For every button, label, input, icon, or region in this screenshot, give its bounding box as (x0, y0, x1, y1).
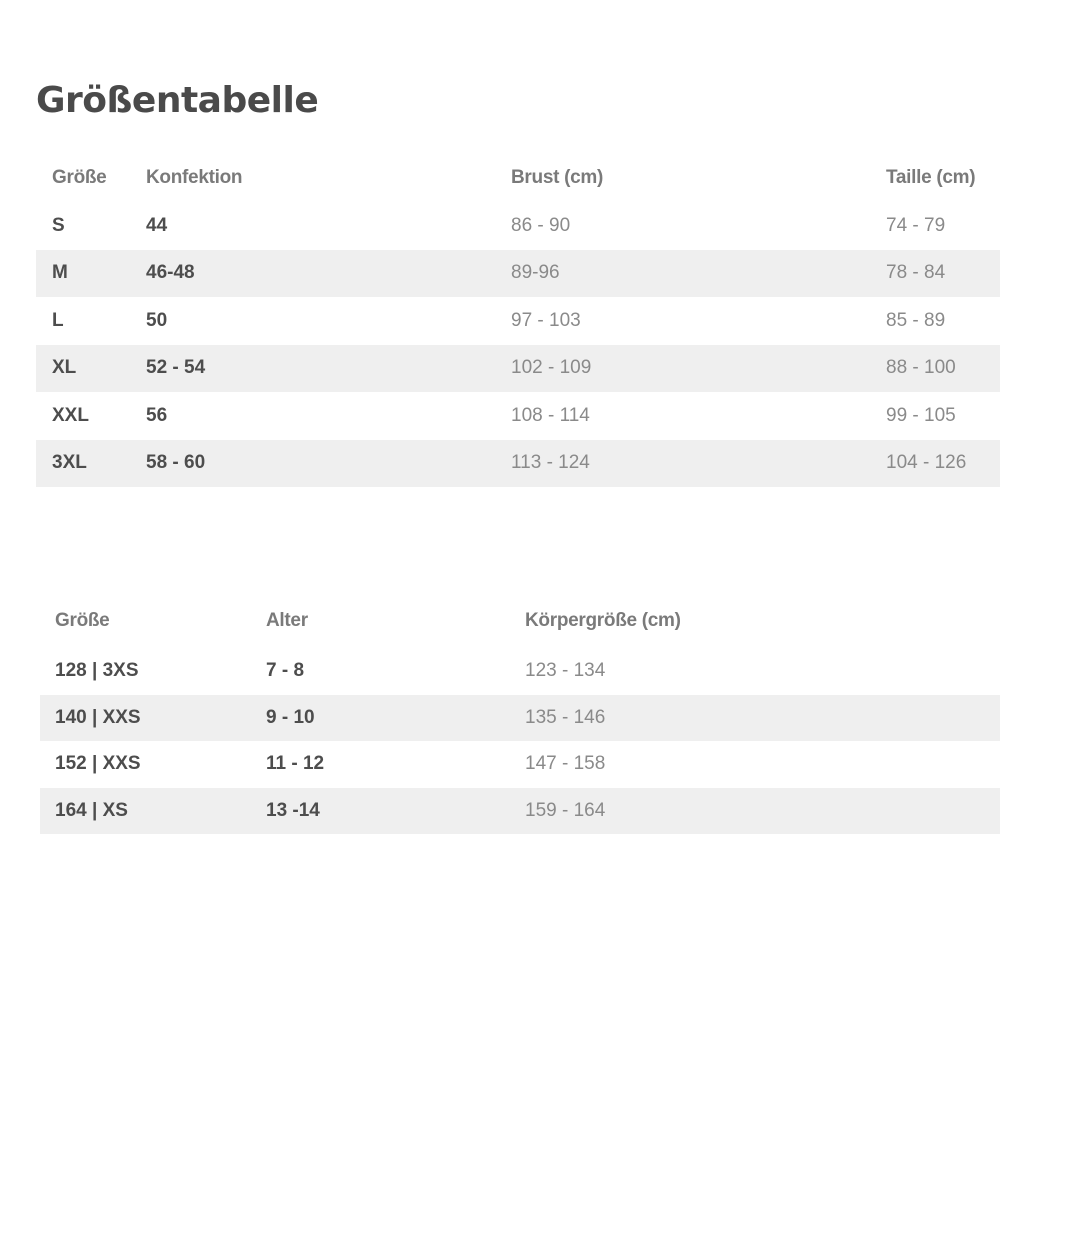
alter-cell: 7 - 8 (266, 660, 305, 682)
header-groesse: Größe (52, 167, 107, 188)
size-cell: M (36, 250, 130, 298)
table-row (40, 695, 1000, 742)
size-cell: XXL (52, 404, 89, 426)
alter-cell: 13 -14 (266, 788, 525, 835)
alter-cell: 9 - 10 (266, 695, 525, 742)
table-row (36, 440, 1000, 488)
header-konfektion: Konfektion (146, 167, 243, 188)
size-cell: 164 | XS (40, 788, 266, 835)
alter-cell: 11 - 12 (266, 753, 325, 775)
size-cell: 128 | 3XS (55, 660, 139, 682)
table-header-row (40, 594, 1000, 648)
size-cell: 3XL (36, 440, 130, 488)
taille-cell: 78 - 84 (886, 250, 1000, 298)
taille-cell: 99 - 105 (886, 404, 956, 426)
table-row (36, 345, 1000, 393)
konfektion-cell: 46-48 (130, 250, 511, 298)
table-header-row (36, 154, 1000, 202)
koerpergroesse-cell: 123 - 134 (525, 660, 606, 682)
header-taille: Taille (cm) (886, 167, 976, 188)
header-brust: Brust (cm) (511, 167, 604, 188)
konfektion-cell: 58 - 60 (130, 440, 511, 488)
size-cell: S (52, 214, 65, 236)
brust-cell: 89-96 (511, 250, 886, 298)
page-title: Größentabelle (36, 80, 319, 121)
size-cell: L (52, 309, 64, 331)
konfektion-cell: 50 (146, 309, 168, 331)
brust-cell: 113 - 124 (511, 440, 886, 488)
taille-cell: 88 - 100 (886, 345, 1000, 393)
brust-cell: 97 - 103 (511, 309, 581, 331)
taille-cell: 74 - 79 (886, 214, 946, 236)
header-groesse: Größe (55, 610, 110, 631)
brust-cell: 102 - 109 (511, 345, 886, 393)
kids-size-table (40, 594, 1000, 834)
koerpergroesse-cell: 147 - 158 (525, 753, 606, 775)
table-row (36, 297, 1000, 345)
size-cell: 152 | XXS (55, 753, 141, 775)
koerpergroesse-cell: 135 - 146 (525, 695, 1000, 742)
table-row (36, 392, 1000, 440)
header-alter: Alter (266, 610, 308, 631)
table-row (40, 648, 1000, 695)
taille-cell: 85 - 89 (886, 309, 946, 331)
konfektion-cell: 52 - 54 (130, 345, 511, 393)
size-cell: 140 | XXS (40, 695, 266, 742)
table-row (36, 202, 1000, 250)
brust-cell: 108 - 114 (511, 404, 590, 426)
adult-size-table (36, 154, 1000, 487)
table-row (36, 250, 1000, 298)
konfektion-cell: 44 (146, 214, 168, 236)
header-koerpergroesse: Körpergröße (cm) (525, 610, 681, 631)
brust-cell: 86 - 90 (511, 214, 571, 236)
koerpergroesse-cell: 159 - 164 (525, 788, 1000, 835)
konfektion-cell: 56 (146, 404, 168, 426)
table-row (40, 788, 1000, 835)
table-row (40, 741, 1000, 788)
size-cell: XL (36, 345, 130, 393)
taille-cell: 104 - 126 (886, 440, 1000, 488)
